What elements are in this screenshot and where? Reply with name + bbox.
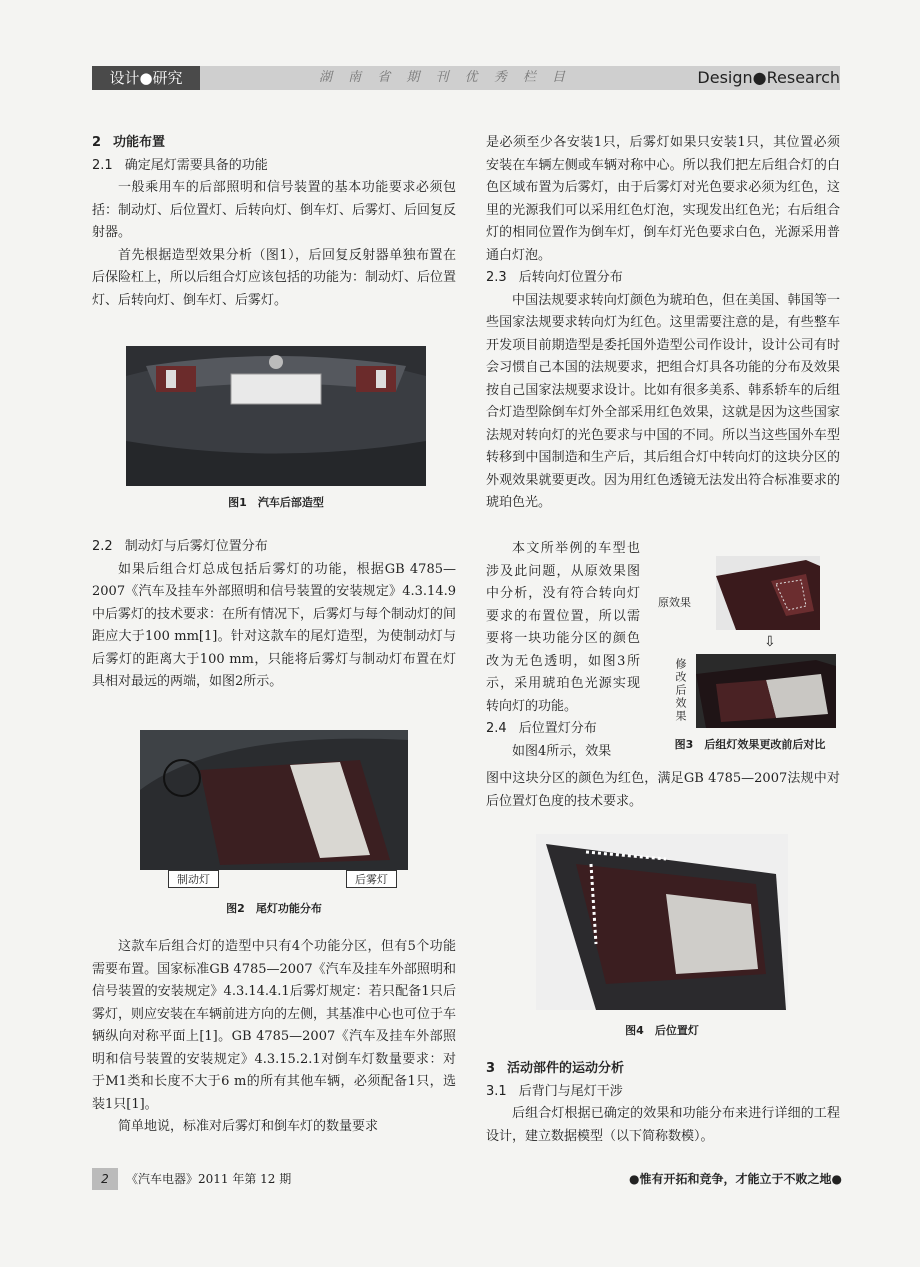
paragraph: 首先根据造型效果分析（图1），后回复反射器单独布置在后保险杠上，所以后组合灯应该包括的功能为：制动灯、后位置灯、后转向灯、倒车灯、后雾灯。 [92,247,457,308]
label-brake-light: 制动灯 [168,870,219,888]
right-column-bottom: 3 活动部件的运动分析 3.1 后背门与尾灯干涉 后组合灯根据已确定的效果和功能分布来进行详细的工程设计，建立数据模型（以下简称数模）。 [486,1058,840,1148]
figure-1-car-rear [126,346,426,486]
section-tag-en: Design●Research [697,68,840,87]
page-number: 2 [92,1168,118,1190]
section-tag: 设计●研究 [92,66,200,90]
journal-issue: 《汽车电器》2011 年第 12 期 [126,1172,292,1186]
paragraph: 中国法规要求转向灯颜色为琥珀色，但在美国、韩国等一些国家法规要求转向灯为红色。这里需要注意的是，有些整车开发项目前期造型是委托国外造型公司作设计，设计公司有时会习惯自己本国的法规要求，把组合灯具各功能的分布及效果按自己国家法规要求设计。比如有很多美系、韩系轿车的后组合灯造型除倒车灯外全部采用红色效果，这就是因为这些国家法规对转向灯的光色要求与中国的不同。所以当这些国外车型转移到中国制造和生产后，其后组合灯中转向灯的这块分区的外观效果就要更改。因为用红色透镜无法发出符合标准要求的琥珀色光。 [486,292,840,510]
figure-2-taillight [140,730,408,870]
right-column-top: 是必须至少各安装1只，后雾灯如果只安装1只，其位置必须安装在车辆左侧或车辆对称中心。所以我们把左后组合灯的白色区域布置为后雾灯，由于后雾灯对光色要求必须为红色，这里的光源我们可以采用红色灯泡，实现发出红色光；右后组合灯的相同位置作为倒车灯，倒车灯光色要求白色，光源采用普通白灯泡。 2.3 后转向灯位置分布 中国法规要求转向灯颜色为琥珀色，但在美国、韩国等一些国家法规要求转向灯为红色。这里需要注意的是，有些整车开发项目前期造型是委托国外造型公司作设计，设计公司有时会习惯自己本国的法规要求，把组合灯具各功能的分布及效果按自己国家法规要求设计。比如有很多美系、韩系轿车的后组合灯造型除倒车灯外全部采用红色效果，这就是因为这些国家法规对转向灯的光色要求与中国的不同。所以当这些国外车型转移到中国制造和生产后，其后组合灯中转向灯的这块分区的外观效果就要更改。因为用红色透镜无法发出符合标准要求的琥珀色光。 [486,132,840,515]
label-modified-effect: 修改后效果 [674,658,687,723]
paragraph: 如图4所示，效果 [512,743,612,759]
figure-3-caption: 图3 后组灯效果更改前后对比 [674,738,826,751]
figure-2-caption: 图2 尾灯功能分布 [226,902,322,915]
footer-motto: ●惟有开拓和竞争，才能立于不败之地● [629,1172,842,1186]
label-original-effect: 原效果 [658,596,691,609]
paragraph: 图中这块分区的颜色为红色，满足GB 4785—2007法规中对后位置灯色度的技术要求。 [486,771,840,809]
paragraph: 如果后组合灯总成包括后雾灯的功能，根据GB 4785—2007《汽车及挂车外部照明和信号装置的安装规定》4.3.14.9中后雾灯的技术要求：在所有情况下，后雾灯与每个制动灯的间距应大于100 mm[1]。针对这款车的尾灯造型，为使制动灯与后雾灯的距离大于100 mm，只能将后雾灯与制动灯布置在灯具相对最远的两端，如图2所示。 [92,561,457,689]
label-rear-fog-light: 后雾灯 [346,870,397,888]
subsection-heading: 后转向灯位置分布 [518,270,623,285]
paragraph: 这款车后组合灯的造型中只有4个功能分区，但有5个功能需要布置。国家标准GB 4785—2007《汽车及挂车外部照明和信号装置的安装规定》4.3.14.4.1后雾灯规定：若只配备1只后雾灯，则应安装在车辆前进方向的左侧，其基准中心也可位于车辆纵向对称平面上[1]。GB 4785—2007《汽车及挂车外部照明和信号装置的安装规定》4.3.15.2.1对倒车灯数量要求：对于M1类和长度不大于6 m的所有其他车辆，必须配备1只，选装1只[1]。 [92,939,457,1112]
subsection-heading: 后位置灯分布 [518,721,597,736]
paragraph: 本文所举例的车型也涉及此问题，从原效果图中分析，没有符合转向灯要求的布置位置，所以需要将一块功能分区的颜色改为无色透明，如图3所示，采用琥珀色光源实现转向灯的功能。 [486,541,640,714]
figure-4-caption: 图4 后位置灯 [625,1024,699,1037]
figure-4-rear-position-light [536,834,788,1010]
subsection-heading: 后背门与尾灯干涉 [518,1083,623,1099]
subsection-heading: 确定尾灯需要具备的功能 [124,157,268,173]
left-column-top: 2 功能布置 2.1 确定尾灯需要具备的功能 一般乘用车的后部照明和信号装置的基本功能要求必须包括：制动灯、后位置灯、后转向灯、倒车灯、后雾灯、后回复反射器。 首先根据造型效果分析（图1），后回复反射器单独布置在后保险杠上，所以后组合灯应该包括的功能为：制动灯、后位置灯、后转向灯、倒车灯、后雾灯。 [92,132,456,312]
left-column-mid: 2.2 制动灯与后雾灯位置分布 如果后组合灯总成包括后雾灯的功能，根据GB 4785—2007《汽车及挂车外部照明和信号装置的安装规定》4.3.14.9中后雾灯的技术要求：在所有情况下，后雾灯与每个制动灯的间距应大于100 mm[1]。针对这款车的尾灯造型，为使制动灯与后雾灯的距离大于100 mm，只能将后雾灯与制动灯布置在灯具相对最远的两端，如图2所示。 [92,536,456,694]
footer-left [92,1168,291,1190]
figure-3-before [716,556,820,630]
figure-3-after [696,654,836,728]
right-column-narrow: 本文所举例的车型也涉及此问题，从原效果图中分析，没有符合转向灯要求的布置位置，所以需要将一块功能分区的颜色改为无色透明，如图3所示，采用琥珀色光源实现转向灯的功能。 2.4 后位置灯分布 如图4所示，效果 [486,538,640,763]
left-column-bottom [92,936,456,1139]
paragraph: 后组合灯根据已确定的效果和功能分布来进行详细的工程设计，建立数据模型（以下简称数模）。 [486,1106,840,1144]
paragraph: 一般乘用车的后部照明和信号装置的基本功能要求必须包括：制动灯、后位置灯、后转向灯、倒车灯、后雾灯、后回复反射器。 [92,180,457,240]
figure-1-caption: 图1 汽车后部造型 [228,496,324,509]
column-title: 湖 南 省 期 刊 优 秀 栏 目 [318,70,572,85]
section-heading: 功能布置 [113,135,166,150]
paragraph: 简单地说，标准对后雾灯和倒车灯的数量要求 [118,1119,379,1134]
paragraph: 是必须至少各安装1只，后雾灯如果只安装1只，其位置必须安装在车辆左侧或车辆对称中心。所以我们把左后组合灯的白色区域布置为后雾灯，由于后雾灯对光色要求必须为红色，这里的光源我们可以采用红色灯泡，实现发出红色光；右后组合灯的相同位置作为倒车灯，倒车灯光色要求白色，光源采用普通白灯泡。 [486,135,840,263]
section-heading: 活动部件的运动分析 [507,1061,625,1076]
right-column-continued [486,768,840,813]
subsection-heading: 制动灯与后雾灯位置分布 [124,539,268,554]
arrow-down-icon: ⇩ [764,634,776,650]
